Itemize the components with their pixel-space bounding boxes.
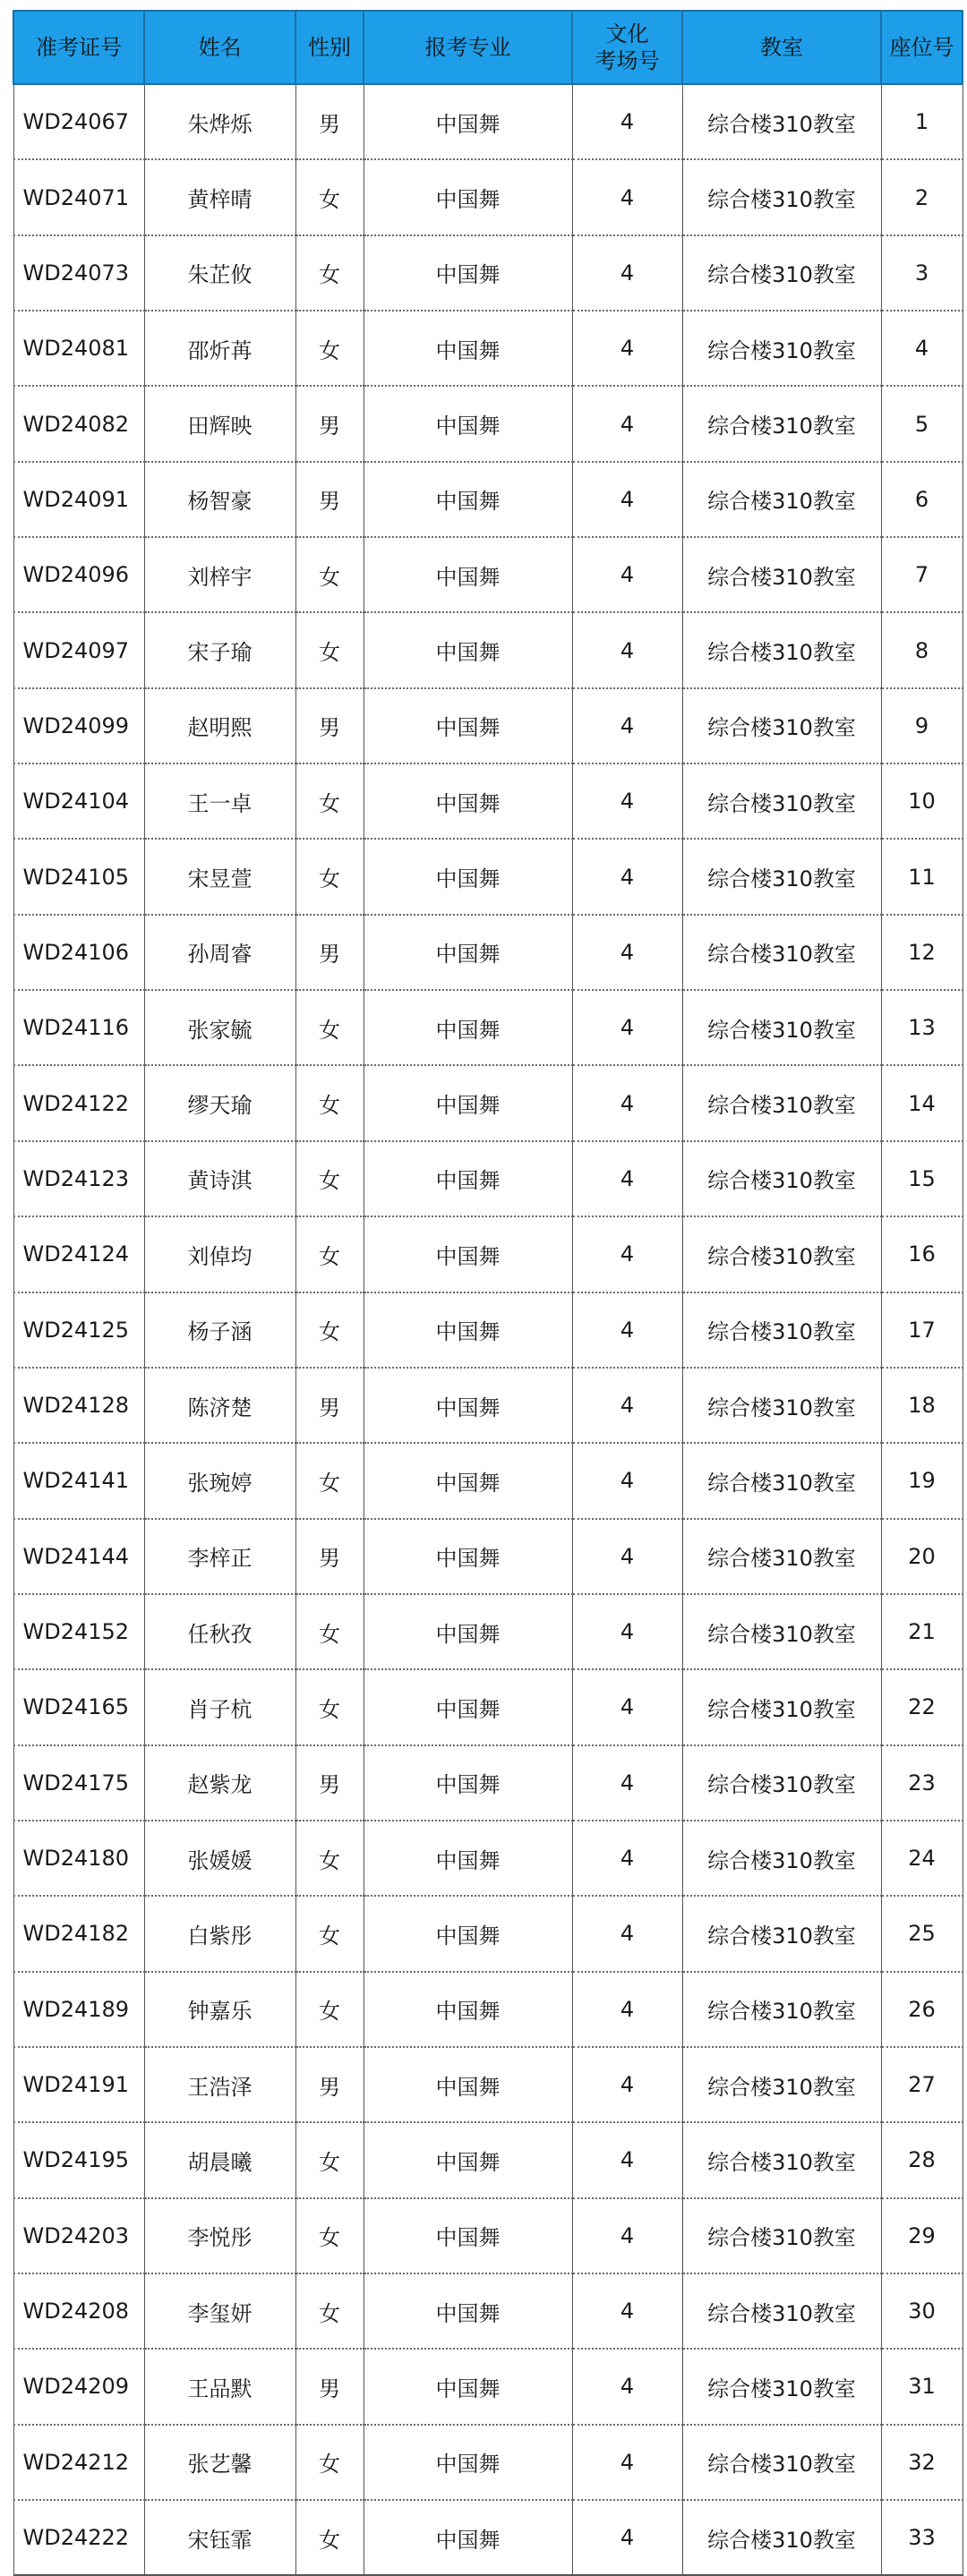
exam-room-cell: 4 [572,1745,682,1821]
admission-number-cell: WD24106 [13,915,144,990]
exam-room-cell: 4 [572,537,682,612]
table-row [13,763,963,839]
classroom-cell: 综合楼310教室 [682,1519,881,1594]
exam-room-cell: 4 [572,915,682,990]
gender-cell: 男 [295,462,364,537]
table-row [13,1669,963,1744]
classroom-cell: 综合楼310教室 [682,2198,881,2273]
admission-number-cell: WD24144 [13,1519,144,1594]
header-major: 报考专业 [364,11,572,84]
seat-cell: 6 [881,462,963,537]
seat-cell: 18 [881,1368,963,1443]
table-row [13,915,963,990]
name-cell: 杨子涵 [144,1292,295,1368]
header-admission-number: 准考证号 [13,11,144,84]
name-cell: 黄梓晴 [144,159,295,235]
exam-room-cell: 4 [572,763,682,839]
classroom-cell: 综合楼310教室 [682,1443,881,1518]
name-cell: 王一卓 [144,763,295,839]
major-cell: 中国舞 [364,612,572,687]
classroom-cell: 综合楼310教室 [682,1821,881,1896]
gender-cell: 男 [295,688,364,763]
gender-cell: 男 [295,2047,364,2122]
seat-cell: 2 [881,159,963,235]
table-body [13,84,963,2575]
table-row [13,1896,963,1971]
classroom-cell: 综合楼310教室 [682,839,881,914]
name-cell: 刘倬均 [144,1216,295,1292]
admission-number-cell: WD24191 [13,2047,144,2122]
seat-cell: 15 [881,1141,963,1216]
name-cell: 刘梓宇 [144,537,295,612]
table-row [13,1519,963,1594]
classroom-cell: 综合楼310教室 [682,386,881,461]
classroom-cell: 综合楼310教室 [682,2349,881,2424]
table-row [13,1141,963,1216]
name-cell: 肖子杭 [144,1669,295,1744]
classroom-cell: 综合楼310教室 [682,1745,881,1821]
classroom-cell: 综合楼310教室 [682,2273,881,2349]
gender-cell: 男 [295,386,364,461]
major-cell: 中国舞 [364,2349,572,2424]
name-cell: 赵明熙 [144,688,295,763]
table-row [13,84,963,159]
classroom-cell: 综合楼310教室 [682,159,881,235]
name-cell: 朱烨烁 [144,84,295,159]
gender-cell: 女 [295,537,364,612]
gender-cell: 男 [295,1519,364,1594]
admission-number-cell: WD24180 [13,1821,144,1896]
gender-cell: 女 [295,1216,364,1292]
name-cell: 黄诗淇 [144,1141,295,1216]
table-row [13,2047,963,2122]
exam-room-cell: 4 [572,1141,682,1216]
classroom-cell: 综合楼310教室 [682,2425,881,2500]
exam-room-cell: 4 [572,1519,682,1594]
classroom-cell: 综合楼310教室 [682,1669,881,1744]
seat-cell: 5 [881,386,963,461]
classroom-cell: 综合楼310教室 [682,915,881,990]
seat-cell: 30 [881,2273,963,2349]
admission-number-cell: WD24082 [13,386,144,461]
major-cell: 中国舞 [364,1594,572,1669]
table-row [13,1065,963,1140]
seat-cell: 22 [881,1669,963,1744]
seat-cell: 33 [881,2500,963,2575]
major-cell: 中国舞 [364,1368,572,1443]
gender-cell: 女 [295,763,364,839]
name-cell: 田辉映 [144,386,295,461]
gender-cell: 女 [295,311,364,386]
classroom-cell: 综合楼310教室 [682,1594,881,1669]
admission-number-cell: WD24067 [13,84,144,159]
major-cell: 中国舞 [364,84,572,159]
name-cell: 李梓正 [144,1519,295,1594]
gender-cell: 女 [295,1669,364,1744]
classroom-cell: 综合楼310教室 [682,1292,881,1368]
admission-number-cell: WD24189 [13,1972,144,2047]
gender-cell: 女 [295,1065,364,1140]
header-exam-room-line2: 考场号 [595,48,660,73]
admission-number-cell: WD24175 [13,1745,144,1821]
gender-cell: 女 [295,1292,364,1368]
gender-cell: 男 [295,1745,364,1821]
admission-number-cell: WD24182 [13,1896,144,1971]
major-cell: 中国舞 [364,1519,572,1594]
admission-number-cell: WD24091 [13,462,144,537]
name-cell: 杨智豪 [144,462,295,537]
table-row [13,1292,963,1368]
classroom-cell: 综合楼310教室 [682,537,881,612]
seat-cell: 24 [881,1821,963,1896]
gender-cell: 女 [295,1594,364,1669]
classroom-cell: 综合楼310教室 [682,990,881,1065]
major-cell: 中国舞 [364,1443,572,1518]
exam-room-cell: 4 [572,235,682,311]
major-cell: 中国舞 [364,462,572,537]
gender-cell: 女 [295,1972,364,2047]
gender-cell: 女 [295,2198,364,2273]
name-cell: 宋昱萱 [144,839,295,914]
seat-cell: 8 [881,612,963,687]
header-exam-room [572,11,682,84]
name-cell: 钟嘉乐 [144,1972,295,2047]
admission-number-cell: WD24141 [13,1443,144,1518]
admission-number-cell: WD24071 [13,159,144,235]
table-row [13,2500,963,2575]
admission-number-cell: WD24096 [13,537,144,612]
table-row [13,537,963,612]
exam-room-cell: 4 [572,1216,682,1292]
table-row [13,2273,963,2349]
seat-cell: 1 [881,84,963,159]
header-gender: 性别 [295,11,364,84]
name-cell: 任秋孜 [144,1594,295,1669]
seat-cell: 28 [881,2122,963,2197]
name-cell: 孙周睿 [144,915,295,990]
seat-cell: 10 [881,763,963,839]
gender-cell: 女 [295,612,364,687]
classroom-cell: 综合楼310教室 [682,763,881,839]
table-row [13,2349,963,2424]
major-cell: 中国舞 [364,688,572,763]
table-row [13,235,963,311]
exam-room-cell: 4 [572,2122,682,2197]
classroom-cell: 综合楼310教室 [682,2500,881,2575]
seat-cell: 19 [881,1443,963,1518]
header-row [13,11,963,84]
name-cell: 朱芷攸 [144,235,295,311]
gender-cell: 男 [295,1368,364,1443]
classroom-cell: 综合楼310教室 [682,1896,881,1971]
exam-room-cell: 4 [572,990,682,1065]
table-row [13,839,963,914]
seat-cell: 16 [881,1216,963,1292]
admission-number-cell: WD24195 [13,2122,144,2197]
gender-cell: 女 [295,1443,364,1518]
gender-cell: 男 [295,2349,364,2424]
major-cell: 中国舞 [364,537,572,612]
classroom-cell: 综合楼310教室 [682,1141,881,1216]
classroom-cell: 综合楼310教室 [682,612,881,687]
major-cell: 中国舞 [364,1972,572,2047]
table-row [13,1216,963,1292]
table-row [13,462,963,537]
name-cell: 宋子瑜 [144,612,295,687]
seat-cell: 25 [881,1896,963,1971]
seat-cell: 31 [881,2349,963,2424]
table-row [13,990,963,1065]
seat-cell: 32 [881,2425,963,2500]
exam-room-cell: 4 [572,612,682,687]
admission-number-cell: WD24116 [13,990,144,1065]
admission-number-cell: WD24073 [13,235,144,311]
admission-number-cell: WD24105 [13,839,144,914]
gender-cell: 女 [295,159,364,235]
seat-cell: 9 [881,688,963,763]
exam-room-cell: 4 [572,1594,682,1669]
name-cell: 胡晨曦 [144,2122,295,2197]
header-exam-room-line1: 文化 [605,21,649,47]
gender-cell: 女 [295,235,364,311]
seat-cell: 20 [881,1519,963,1594]
major-cell: 中国舞 [364,990,572,1065]
name-cell: 宋钰霏 [144,2500,295,2575]
name-cell: 白紫彤 [144,1896,295,1971]
major-cell: 中国舞 [364,839,572,914]
major-cell: 中国舞 [364,763,572,839]
major-cell: 中国舞 [364,1821,572,1896]
major-cell: 中国舞 [364,235,572,311]
name-cell: 张家毓 [144,990,295,1065]
exam-room-cell: 4 [572,2349,682,2424]
header-name: 姓名 [144,11,295,84]
table-row [13,2198,963,2273]
table-row [13,1821,963,1896]
table-row [13,688,963,763]
table-row [13,612,963,687]
table-row [13,1594,963,1669]
major-cell: 中国舞 [364,2198,572,2273]
exam-room-cell: 4 [572,2425,682,2500]
classroom-cell: 综合楼310教室 [682,311,881,386]
exam-room-cell: 4 [572,2273,682,2349]
admission-number-cell: WD24124 [13,1216,144,1292]
exam-room-cell: 4 [572,688,682,763]
table-row [13,311,963,386]
admission-number-cell: WD24104 [13,763,144,839]
seat-cell: 11 [881,839,963,914]
seat-cell: 17 [881,1292,963,1368]
header-seat: 座位号 [881,11,963,84]
gender-cell: 男 [295,84,364,159]
name-cell: 陈济楚 [144,1368,295,1443]
table-row [13,2122,963,2197]
admission-number-cell: WD24122 [13,1065,144,1140]
admission-number-cell: WD24125 [13,1292,144,1368]
classroom-cell: 综合楼310教室 [682,1216,881,1292]
major-cell: 中国舞 [364,159,572,235]
name-cell: 张媛媛 [144,1821,295,1896]
seat-cell: 13 [881,990,963,1065]
exam-room-cell: 4 [572,1292,682,1368]
admission-number-cell: WD24152 [13,1594,144,1669]
name-cell: 李悦彤 [144,2198,295,2273]
table-row [13,1745,963,1821]
table-row [13,1443,963,1518]
exam-room-cell: 4 [572,2198,682,2273]
exam-room-cell: 4 [572,2500,682,2575]
classroom-cell: 综合楼310教室 [682,235,881,311]
classroom-cell: 综合楼310教室 [682,1065,881,1140]
gender-cell: 女 [295,839,364,914]
admission-number-cell: WD24097 [13,612,144,687]
gender-cell: 女 [295,2273,364,2349]
seat-cell: 26 [881,1972,963,2047]
name-cell: 张艺馨 [144,2425,295,2500]
gender-cell: 女 [295,990,364,1065]
major-cell: 中国舞 [364,1065,572,1140]
exam-room-cell: 4 [572,1065,682,1140]
exam-room-cell: 4 [572,386,682,461]
admission-number-cell: WD24081 [13,311,144,386]
table-row [13,1972,963,2047]
exam-room-cell: 4 [572,1972,682,2047]
seat-cell: 27 [881,2047,963,2122]
admission-number-cell: WD24165 [13,1669,144,1744]
classroom-cell: 综合楼310教室 [682,1368,881,1443]
exam-room-cell: 4 [572,1443,682,1518]
name-cell: 缪天瑜 [144,1065,295,1140]
seat-cell: 14 [881,1065,963,1140]
seat-cell: 21 [881,1594,963,1669]
major-cell: 中国舞 [364,2273,572,2349]
exam-room-cell: 4 [572,1896,682,1971]
gender-cell: 女 [295,1821,364,1896]
seat-cell: 12 [881,915,963,990]
classroom-cell: 综合楼310教室 [682,84,881,159]
major-cell: 中国舞 [364,1669,572,1744]
major-cell: 中国舞 [364,311,572,386]
gender-cell: 女 [295,1896,364,1971]
gender-cell: 女 [295,2500,364,2575]
major-cell: 中国舞 [364,2500,572,2575]
name-cell: 张琬婷 [144,1443,295,1518]
seat-cell: 3 [881,235,963,311]
major-cell: 中国舞 [364,1745,572,1821]
admission-number-cell: WD24203 [13,2198,144,2273]
major-cell: 中国舞 [364,1292,572,1368]
table-row [13,2425,963,2500]
major-cell: 中国舞 [364,2122,572,2197]
exam-room-cell: 4 [572,1669,682,1744]
exam-roster-table [13,10,963,2576]
gender-cell: 女 [295,2122,364,2197]
seat-cell: 7 [881,537,963,612]
gender-cell: 女 [295,1141,364,1216]
name-cell: 邵炘苒 [144,311,295,386]
major-cell: 中国舞 [364,1141,572,1216]
table-row [13,386,963,461]
admission-number-cell: WD24209 [13,2349,144,2424]
table-header [13,11,963,84]
exam-room-cell: 4 [572,839,682,914]
admission-number-cell: WD24222 [13,2500,144,2575]
name-cell: 王浩泽 [144,2047,295,2122]
exam-room-cell: 4 [572,1368,682,1443]
gender-cell: 女 [295,2425,364,2500]
major-cell: 中国舞 [364,915,572,990]
admission-number-cell: WD24212 [13,2425,144,2500]
classroom-cell: 综合楼310教室 [682,2047,881,2122]
classroom-cell: 综合楼310教室 [682,1972,881,2047]
major-cell: 中国舞 [364,1896,572,1971]
name-cell: 赵紫龙 [144,1745,295,1821]
admission-number-cell: WD24099 [13,688,144,763]
classroom-cell: 综合楼310教室 [682,2122,881,2197]
classroom-cell: 综合楼310教室 [682,688,881,763]
admission-number-cell: WD24208 [13,2273,144,2349]
exam-room-cell: 4 [572,2047,682,2122]
name-cell: 李玺妍 [144,2273,295,2349]
exam-room-cell: 4 [572,311,682,386]
seat-cell: 23 [881,1745,963,1821]
exam-room-cell: 4 [572,1821,682,1896]
gender-cell: 男 [295,915,364,990]
major-cell: 中国舞 [364,386,572,461]
classroom-cell: 综合楼310教室 [682,462,881,537]
seat-cell: 4 [881,311,963,386]
admission-number-cell: WD24123 [13,1141,144,1216]
table-row [13,1368,963,1443]
major-cell: 中国舞 [364,1216,572,1292]
major-cell: 中国舞 [364,2047,572,2122]
exam-room-cell: 4 [572,462,682,537]
exam-room-cell: 4 [572,84,682,159]
header-classroom: 教室 [682,11,881,84]
exam-room-cell: 4 [572,159,682,235]
seat-cell: 29 [881,2198,963,2273]
major-cell: 中国舞 [364,2425,572,2500]
table-row [13,159,963,235]
name-cell: 王品默 [144,2349,295,2424]
admission-number-cell: WD24128 [13,1368,144,1443]
